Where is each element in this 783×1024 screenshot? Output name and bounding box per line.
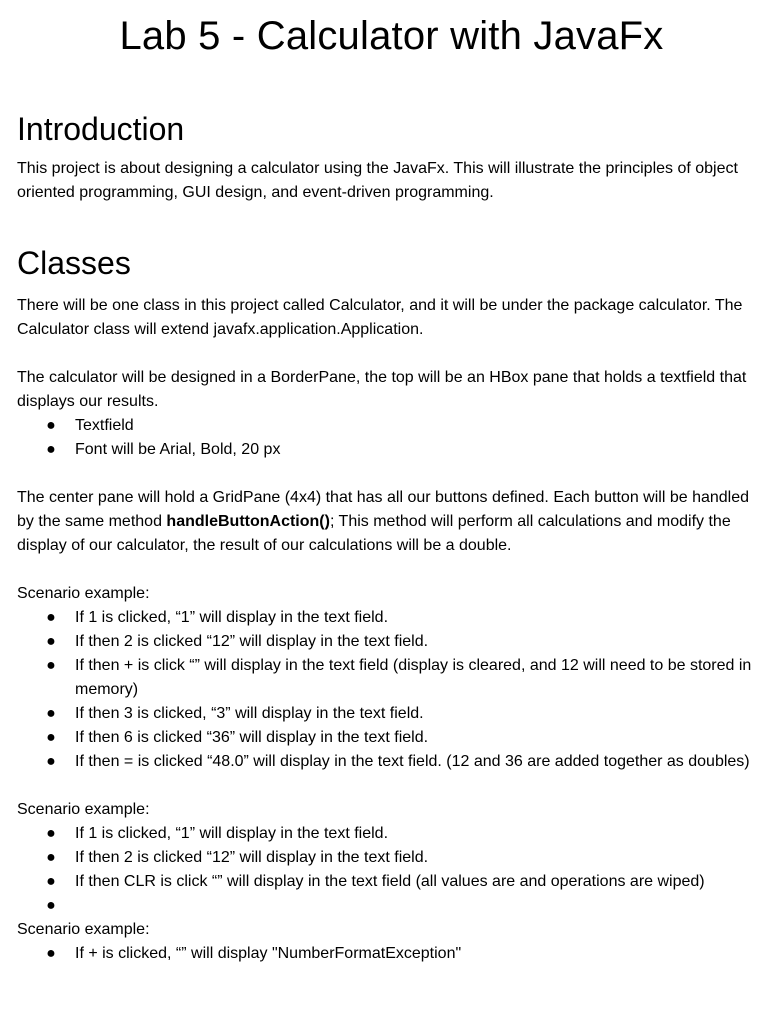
classes-paragraph-3 [17,486,766,558]
list-item [17,606,766,630]
bullet-icon: ● [46,945,56,962]
list-item-text: If then + is click “” will display in the text field (display is cleared, and 12 will need to be stored in memory) [75,657,752,698]
list-item [17,726,766,750]
scenario-label: Scenario example: [17,801,150,818]
bullet-icon: ● [46,609,56,626]
list-item [17,414,766,438]
list-item [17,438,766,462]
document-body [0,110,783,966]
bullet-icon: ● [46,897,56,914]
list-item [17,630,766,654]
bullet-icon: ● [46,753,56,770]
classes-heading: Classes [17,245,131,281]
scenario-label: Scenario example: [17,585,150,602]
list-item-text: If 1 is clicked, “1” will display in the text field. [75,825,389,842]
list-item-text: If then 2 is clicked “12” will display in the text field. [75,849,429,866]
method-name: handleButtonAction() [166,513,330,530]
bullet-icon: ● [46,417,56,434]
introduction-text: This project is about designing a calculator using the JavaFx. This will illustrate the principles of object oriented programming, GUI design, and event-driven programming. [17,160,738,201]
list-item-text: If then CLR is click “” will display in the text field (all values are and operations are wiped) [75,873,705,890]
bullet-icon: ● [46,849,56,866]
list-item [17,750,766,774]
list-item-text: If then 3 is clicked, “3” will display in the text field. [75,705,424,722]
bullet-icon: ● [46,441,56,458]
bullet-icon: ● [46,657,56,674]
classes-paragraph-1: There will be one class in this project called Calculator, and it will be under the package calculator. The Calculator class will extend javafx.application.Application. [17,297,743,338]
bullet-icon: ● [46,705,56,722]
list-item-text: Textfield [75,417,134,434]
list-item [17,870,766,894]
list-item [17,942,766,966]
bullet-icon: ● [46,633,56,650]
list-item-text: If then 6 is clicked “36” will display in the text field. [75,729,429,746]
list-item-text: If then = is clicked “48.0” will display in the text field. (12 and 36 are added together as doubles) [75,753,750,770]
scenario-list [17,822,766,918]
scenario-list [17,942,766,966]
introduction-heading: Introduction [17,111,185,147]
list-item [17,702,766,726]
list-item [17,894,766,918]
document-title: Lab 5 - Calculator with JavaFx [119,14,664,58]
scenario-label: Scenario example: [17,921,150,938]
bullet-icon: ● [46,825,56,842]
scenario-list [17,606,766,774]
paragraph-text: ; This method will perform all calculations and modify the display of our calculator, the result of our calculations will be a double. [17,513,731,554]
textfield-bullet-list [17,414,766,462]
bullet-icon: ● [46,873,56,890]
classes-paragraph-2: The calculator will be designed in a BorderPane, the top will be an HBox pane that holds a textfield that displays our results. [17,369,747,410]
bullet-icon: ● [46,729,56,746]
list-item-text: If + is clicked, “” will display "NumberFormatException" [75,945,462,962]
list-item [17,822,766,846]
list-item-text: If 1 is clicked, “1” will display in the text field. [75,609,389,626]
list-item-text: If then 2 is clicked “12” will display in the text field. [75,633,429,650]
paragraph-text: The center pane will hold a GridPane (4x4) that has all our buttons defined. Each button will be handled by the same method [17,489,750,530]
list-item-text: Font will be Arial, Bold, 20 px [75,441,281,458]
list-item [17,654,766,702]
list-item [17,846,766,870]
